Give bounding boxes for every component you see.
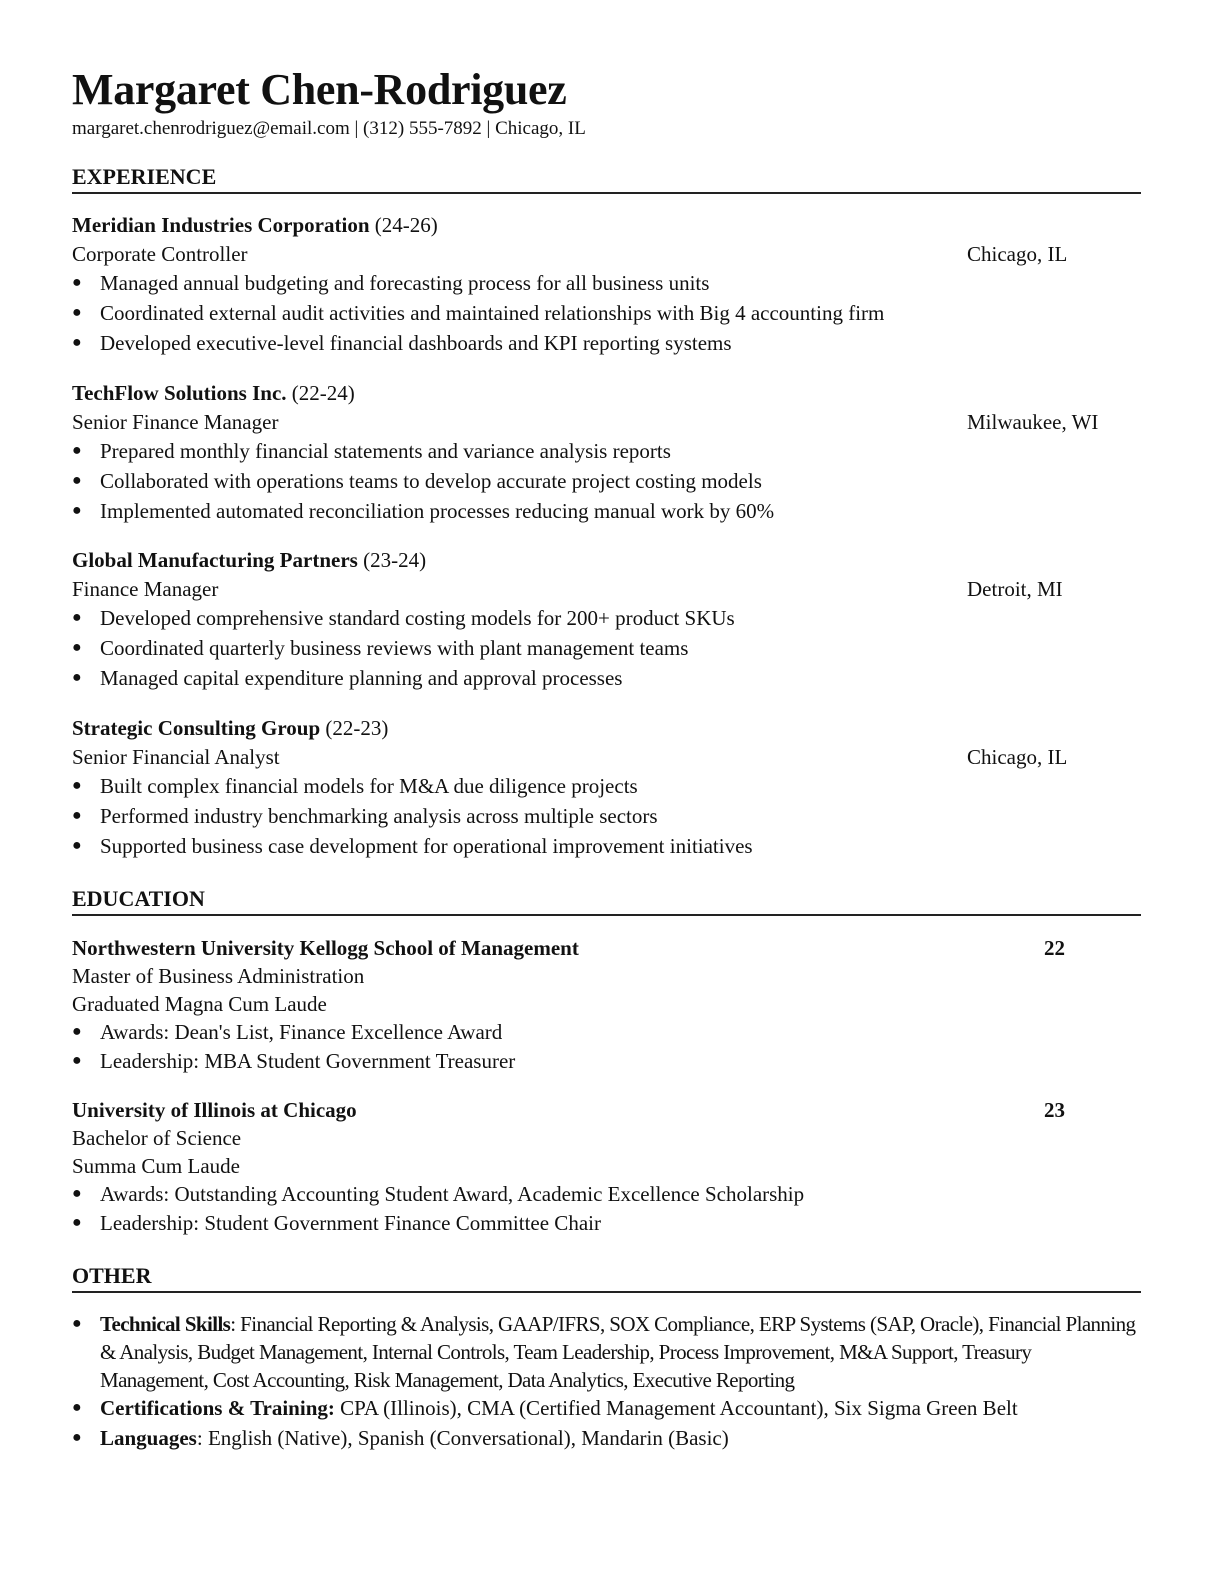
company-name: TechFlow Solutions Inc.	[72, 381, 287, 405]
job-title: Finance Manager	[72, 577, 219, 601]
bullet-icon: ●	[72, 1399, 82, 1416]
section-header-education: EDUCATION	[72, 886, 1141, 916]
list-item	[72, 1209, 1141, 1237]
bullet-icon: ●	[72, 334, 82, 351]
school-name: Northwestern University Kellogg School of Management	[72, 936, 579, 960]
bullet-icon: ●	[72, 1052, 82, 1069]
bullet-text: Performed industry benchmarking analysis across multiple sectors	[100, 804, 658, 828]
bullet-icon: ●	[72, 807, 82, 824]
education-heading	[72, 934, 1141, 962]
graduation-year: 22	[1044, 936, 1065, 960]
bullet-icon: ●	[72, 1023, 82, 1040]
list-item-technical-skills	[72, 1310, 1141, 1394]
list-item	[72, 634, 1141, 662]
bullet-icon: ●	[72, 304, 82, 321]
list-item	[72, 604, 1141, 632]
bullet-icon: ●	[72, 502, 82, 519]
list-item	[72, 437, 1141, 465]
education-entry	[72, 934, 1141, 1075]
job-title: Senior Finance Manager	[72, 410, 279, 434]
bullet-text: Built complex financial models for M&A due diligence projects	[100, 774, 638, 798]
company-name: Global Manufacturing Partners	[72, 548, 358, 572]
job-location: Chicago, IL	[967, 242, 1068, 266]
certifications-text: CPA (Illinois), CMA (Certified Management Accountant), Six Sigma Green Belt	[340, 1396, 1018, 1420]
bullet-text: Leadership: MBA Student Government Treasurer	[100, 1049, 516, 1073]
experience-entry	[72, 714, 1141, 860]
list-item-certifications	[72, 1394, 1141, 1422]
bullet-icon: ●	[72, 274, 82, 291]
list-item	[72, 269, 1141, 297]
bullet-icon: ●	[72, 1315, 82, 1332]
bullet-text: Managed annual budgeting and forecasting process for all business units	[100, 271, 710, 295]
employment-dates: (22-24)	[291, 381, 355, 405]
list-item	[72, 467, 1141, 495]
skills-text: Financial Reporting & Analysis, GAAP/IFRS, SOX Compliance, ERP Systems (SAP, Oracle), Financial Planning & Analysis, Budget Management, Internal Controls, Team Leadership, Process Improvement, M&A Support, Treasury Management, Cost Accounting, Risk Management, Data Analytics, Executive Reporting	[100, 1312, 1136, 1392]
contact-line: margaret.chenrodriguez@email.com | (312) 555-7892 | Chicago, IL	[72, 118, 586, 139]
languages-label: Languages	[100, 1426, 197, 1450]
bullet-text: Coordinated quarterly business reviews with plant management teams	[100, 636, 689, 660]
job-location: Chicago, IL	[967, 745, 1068, 769]
bullet-text: Awards: Outstanding Accounting Student Award, Academic Excellence Scholarship	[100, 1182, 805, 1206]
list-item	[72, 497, 1141, 525]
bullet-icon: ●	[72, 442, 82, 459]
degree: Master of Business Administration	[72, 964, 365, 988]
languages-text: English (Native), Spanish (Conversational), Mandarin (Basic)	[207, 1426, 729, 1450]
candidate-name: Margaret Chen-Rodriguez	[72, 65, 567, 114]
bullet-icon: ●	[72, 472, 82, 489]
employment-dates: (24-26)	[374, 213, 438, 237]
list-item	[72, 299, 1141, 327]
bullet-text: Supported business case development for operational improvement initiatives	[100, 834, 753, 858]
bullet-icon: ●	[72, 669, 82, 686]
list-item-languages	[72, 1424, 1141, 1452]
bullet-icon: ●	[72, 1214, 82, 1231]
job-title-row	[72, 240, 1141, 269]
degree: Bachelor of Science	[72, 1126, 242, 1150]
job-title-row	[72, 408, 1141, 437]
experience-heading	[72, 714, 1141, 743]
bullet-text: Developed comprehensive standard costing models for 200+ product SKUs	[100, 606, 735, 630]
job-location: Detroit, MI	[967, 577, 1063, 601]
company-name: Meridian Industries Corporation	[72, 213, 370, 237]
bullet-text: Developed executive-level financial dashboards and KPI reporting systems	[100, 331, 732, 355]
honors: Graduated Magna Cum Laude	[72, 992, 327, 1016]
bullet-icon: ●	[72, 837, 82, 854]
bullet-text: Managed capital expenditure planning and approval processes	[100, 666, 623, 690]
education-heading	[72, 1096, 1141, 1124]
section-header-experience: EXPERIENCE	[72, 164, 1141, 194]
skills-separator: :	[230, 1312, 241, 1336]
list-item	[72, 802, 1141, 830]
list-item	[72, 772, 1141, 800]
school-name: University of Illinois at Chicago	[72, 1098, 357, 1122]
company-name: Strategic Consulting Group	[72, 716, 321, 740]
experience-heading	[72, 379, 1141, 408]
bullet-icon: ●	[72, 609, 82, 626]
list-item	[72, 1180, 1141, 1208]
bullet-icon: ●	[72, 1429, 82, 1446]
experience-heading	[72, 211, 1141, 240]
bullet-text: Collaborated with operations teams to develop accurate project costing models	[100, 469, 762, 493]
other-list	[72, 1310, 1141, 1452]
bullet-icon: ●	[72, 1185, 82, 1202]
employment-dates: (22-23)	[325, 716, 389, 740]
list-item	[72, 329, 1141, 357]
list-item	[72, 664, 1141, 692]
bullet-icon: ●	[72, 777, 82, 794]
job-title: Corporate Controller	[72, 242, 248, 266]
job-title-row	[72, 743, 1141, 772]
job-location: Milwaukee, WI	[967, 410, 1099, 434]
experience-entry	[72, 546, 1141, 692]
bullet-text: Coordinated external audit activities and maintained relationships with Big 4 accounting firm	[100, 301, 885, 325]
job-title: Senior Financial Analyst	[72, 745, 280, 769]
experience-entry	[72, 211, 1141, 357]
job-title-row	[72, 575, 1141, 604]
bullet-text: Awards: Dean's List, Finance Excellence Award	[100, 1020, 503, 1044]
certifications-label: Certifications & Training:	[100, 1396, 335, 1420]
list-item	[72, 832, 1141, 860]
graduation-year: 23	[1044, 1098, 1065, 1122]
experience-heading	[72, 546, 1141, 575]
list-item	[72, 1018, 1141, 1046]
languages-separator: :	[196, 1426, 208, 1450]
bullet-text: Prepared monthly financial statements and variance analysis reports	[100, 439, 671, 463]
bullet-text: Implemented automated reconciliation processes reducing manual work by 60%	[100, 499, 775, 523]
list-item	[72, 1047, 1141, 1075]
bullet-text: Leadership: Student Government Finance Committee Chair	[100, 1211, 601, 1235]
experience-entry	[72, 379, 1141, 525]
skills-label: Technical Skills	[100, 1312, 231, 1336]
honors: Summa Cum Laude	[72, 1154, 240, 1178]
bullet-icon: ●	[72, 639, 82, 656]
employment-dates: (23-24)	[363, 548, 427, 572]
education-entry	[72, 1096, 1141, 1237]
section-header-other: OTHER	[72, 1263, 1141, 1293]
